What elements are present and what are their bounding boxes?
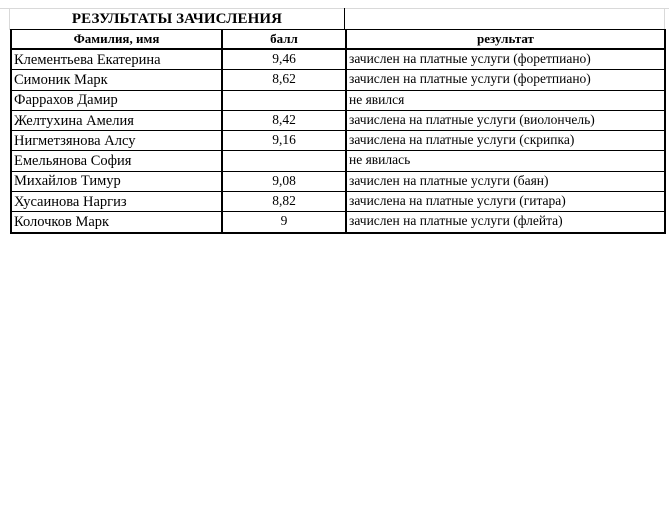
score-cell: 9,08: [222, 171, 346, 191]
table-header-row: [11, 30, 665, 50]
score-cell: 8,62: [222, 70, 346, 90]
score-cell: 8,82: [222, 192, 346, 212]
score-cell: 9: [222, 212, 346, 233]
enrollment-results-table: [10, 29, 666, 234]
table-row: [11, 212, 665, 233]
result-cell: зачислен на платные услуги (форетпиано): [346, 49, 665, 70]
page-title: РЕЗУЛЬТАТЫ ЗАЧИСЛЕНИЯ: [10, 8, 345, 30]
column-header-result: результат: [346, 30, 665, 50]
student-name-cell: Нигметзянова Алсу: [11, 131, 222, 151]
table-row: [11, 110, 665, 130]
column-header-score: балл: [222, 30, 346, 50]
score-cell: 9,46: [222, 49, 346, 70]
table-row: [11, 70, 665, 90]
table-row: [11, 90, 665, 110]
table-row: [11, 49, 665, 70]
student-name-cell: Михайлов Тимур: [11, 171, 222, 191]
result-cell: зачислена на платные услуги (виолончель): [346, 110, 665, 130]
student-name-cell: Фаррахов Дамир: [11, 90, 222, 110]
student-name-cell: Клементьева Екатерина: [11, 49, 222, 70]
result-cell: зачислена на платные услуги (гитара): [346, 192, 665, 212]
result-cell: не явился: [346, 90, 665, 110]
student-name-cell: Желтухина Амелия: [11, 110, 222, 130]
table-row: [11, 192, 665, 212]
result-cell: зачислен на платные услуги (форетпиано): [346, 70, 665, 90]
student-name-cell: Хусаинова Наргиз: [11, 192, 222, 212]
score-cell: 9,16: [222, 131, 346, 151]
student-name-cell: Симоник Марк: [11, 70, 222, 90]
table-row: [11, 131, 665, 151]
result-cell: не явилась: [346, 151, 665, 171]
result-cell: зачислена на платные услуги (скрипка): [346, 131, 665, 151]
table-row: [11, 151, 665, 171]
score-cell: [222, 90, 346, 110]
student-name-cell: Емельянова София: [11, 151, 222, 171]
table-row: [11, 171, 665, 191]
score-cell: 8,42: [222, 110, 346, 130]
sheet-gridline-right: [664, 8, 665, 30]
result-cell: зачислен на платные услуги (флейта): [346, 212, 665, 233]
student-name-cell: Колочков Марк: [11, 212, 222, 233]
score-cell: [222, 151, 346, 171]
column-header-name: Фамилия, имя: [11, 30, 222, 50]
result-cell: зачислен на платные услуги (баян): [346, 171, 665, 191]
